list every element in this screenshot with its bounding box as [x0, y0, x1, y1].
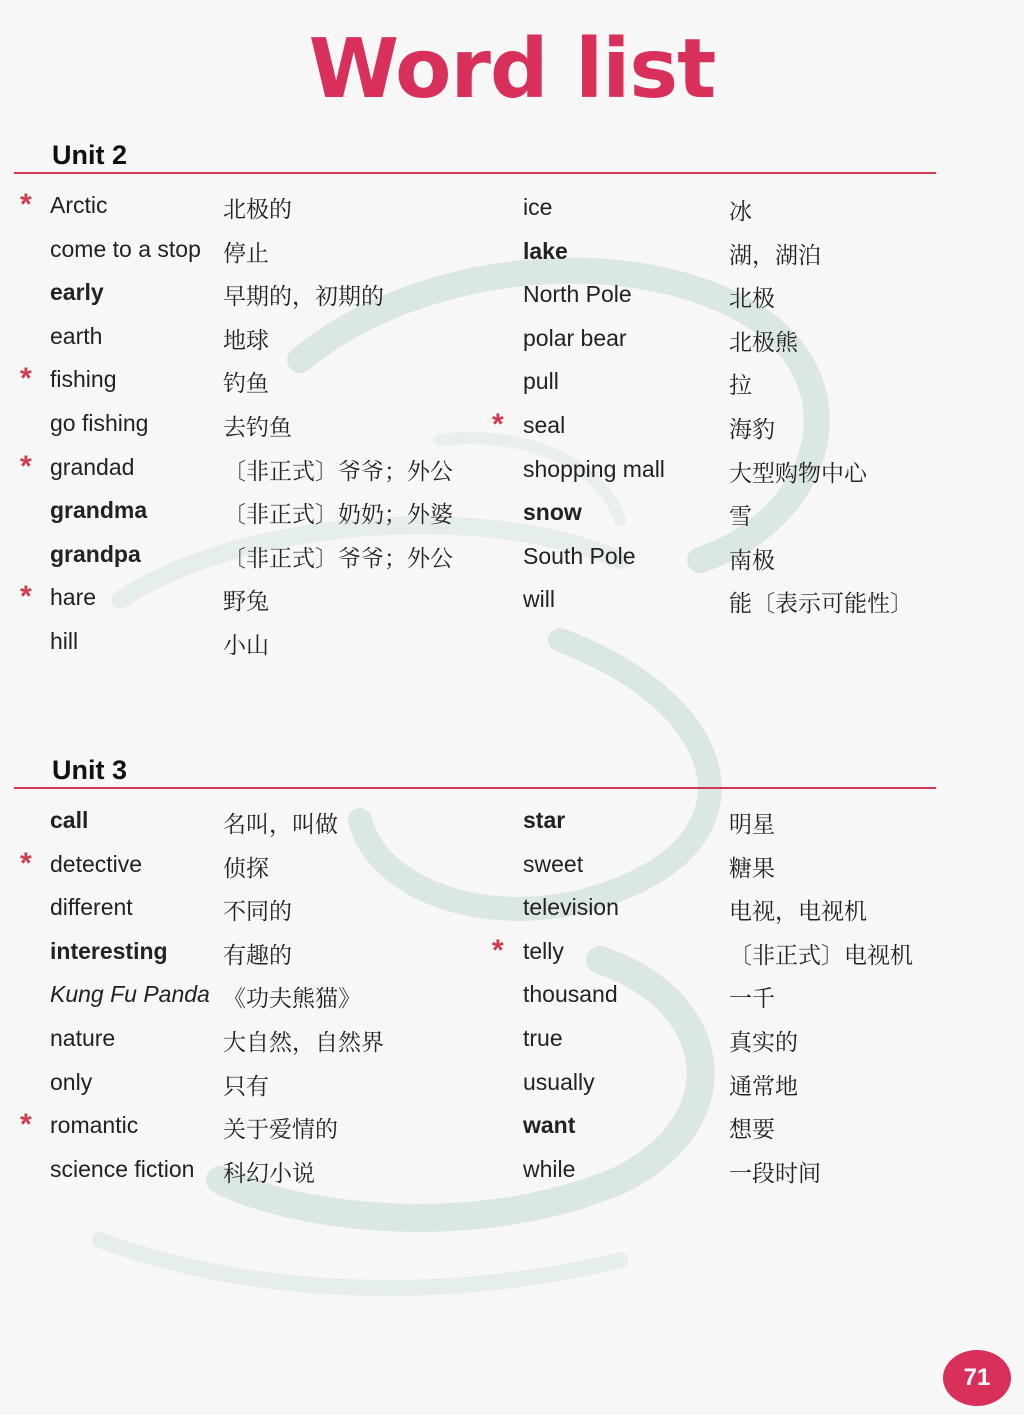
vocab-meaning: 早期的，初期的: [223, 284, 384, 311]
vocab-word: North Pole: [523, 281, 632, 308]
vocab-word: star: [523, 807, 566, 833]
vocab-word: call: [50, 807, 89, 833]
vocab-meaning: 关于爱情的: [223, 1117, 338, 1144]
unit-2-divider: [14, 172, 936, 174]
vocab-word: grandad: [50, 453, 135, 480]
vocab-word: Kung Fu Panda: [50, 981, 210, 1008]
vocab-word: lake: [523, 237, 568, 264]
vocab-word: usually: [523, 1068, 595, 1095]
star-icon: *: [20, 580, 32, 614]
vocab-word: come to a stop: [50, 235, 201, 262]
page-number-badge: 71: [943, 1350, 1011, 1406]
vocab-meaning: 地球: [223, 327, 269, 354]
vocab-meaning: 钓鱼: [223, 371, 269, 398]
vocab-meaning: 北极熊: [729, 329, 798, 356]
vocab-word: snow: [523, 499, 582, 526]
vocab-word: romantic: [50, 1112, 139, 1139]
vocab-meaning: 有趣的: [223, 942, 292, 969]
vocab-meaning: 冰: [729, 199, 752, 225]
vocab-meaning: 〔非正式〕奶奶；外婆: [223, 502, 453, 529]
vocab-meaning: 想要: [729, 1117, 775, 1144]
vocab-word: hare: [50, 584, 97, 611]
vocab-word: while: [523, 1155, 576, 1182]
vocab-meaning: 电视，电视机: [729, 899, 867, 926]
vocab-word: true: [523, 1025, 563, 1051]
vocab-meaning: 大型购物中心: [729, 460, 867, 487]
vocab-word: will: [523, 586, 555, 613]
vocab-meaning: 〔非正式〕爷爷；外公: [223, 545, 453, 572]
vocab-word: seal: [523, 412, 566, 438]
star-icon: *: [20, 449, 32, 483]
vocab-word: fishing: [50, 366, 117, 393]
star-icon: *: [20, 188, 32, 221]
vocab-meaning: 北极的: [223, 197, 292, 223]
vocab-meaning: 〔非正式〕爷爷；外公: [223, 458, 453, 485]
vocab-word: television: [523, 894, 619, 921]
vocab-meaning: 真实的: [729, 1030, 798, 1056]
vocab-word: interesting: [50, 937, 168, 964]
vocab-meaning: 不同的: [223, 899, 292, 926]
vocab-meaning: 北极: [729, 286, 775, 313]
vocab-meaning: 〔非正式〕电视机: [729, 942, 913, 969]
vocab-meaning: 野兔: [223, 589, 269, 616]
vocab-meaning: 名叫，叫做: [223, 812, 338, 838]
vocab-meaning: 大自然，自然界: [223, 1030, 384, 1056]
star-icon: *: [492, 408, 504, 441]
unit-3-divider: [14, 787, 936, 789]
vocab-word: want: [523, 1112, 576, 1139]
vocab-meaning: 湖，湖泊: [729, 242, 821, 269]
vocab-meaning: 小山: [223, 633, 269, 659]
vocab-meaning: 去钓鱼: [223, 415, 292, 441]
vocab-word: earth: [50, 322, 103, 349]
vocab-meaning: 糖果: [729, 855, 775, 882]
star-icon: *: [20, 362, 32, 396]
vocab-meaning: 雪: [729, 504, 752, 531]
vocab-meaning: 停止: [223, 240, 269, 267]
unit-3-heading: Unit 3: [52, 755, 128, 785]
vocab-meaning: 海豹: [729, 417, 775, 443]
vocab-word: different: [50, 894, 133, 921]
vocab-word: telly: [523, 937, 564, 964]
vocab-word: polar bear: [523, 324, 627, 351]
vocab-meaning: 能〔表示可能性〕: [729, 591, 913, 618]
vocab-meaning: 拉: [729, 373, 752, 400]
vocab-word: nature: [50, 1025, 116, 1051]
vocab-meaning: 科幻小说: [223, 1160, 315, 1187]
vocab-word: pull: [523, 368, 559, 395]
star-icon: *: [492, 933, 504, 967]
vocab-meaning: 南极: [729, 547, 775, 574]
vocab-meaning: 通常地: [729, 1073, 798, 1100]
vocab-word: sweet: [523, 850, 584, 877]
vocab-word: detective: [50, 850, 143, 877]
vocab-meaning: 明星: [729, 812, 775, 838]
vocab-meaning: 侦探: [223, 855, 269, 882]
vocab-word: grandma: [50, 497, 148, 524]
vocab-word: thousand: [523, 981, 618, 1008]
star-icon: *: [20, 846, 32, 880]
vocab-word: shopping mall: [523, 455, 665, 482]
vocab-meaning: 《功夫熊猫》: [223, 986, 361, 1013]
vocab-word: grandpa: [50, 540, 141, 567]
vocab-word: Arctic: [50, 192, 108, 218]
vocab-word: ice: [523, 194, 553, 220]
vocab-meaning: 只有: [223, 1073, 269, 1100]
vocab-word: hill: [50, 628, 79, 654]
vocab-word: only: [50, 1068, 93, 1095]
star-icon: *: [20, 1108, 32, 1142]
vocab-meaning: 一千: [729, 986, 775, 1013]
vocab-word: South Pole: [523, 542, 636, 569]
vocab-word: go fishing: [50, 410, 149, 436]
unit-2-heading: Unit 2: [52, 140, 128, 170]
vocab-word: science fiction: [50, 1155, 195, 1182]
vocab-word: early: [50, 279, 104, 306]
vocab-meaning: 一段时间: [729, 1160, 821, 1187]
page-title: Word list: [308, 22, 716, 117]
